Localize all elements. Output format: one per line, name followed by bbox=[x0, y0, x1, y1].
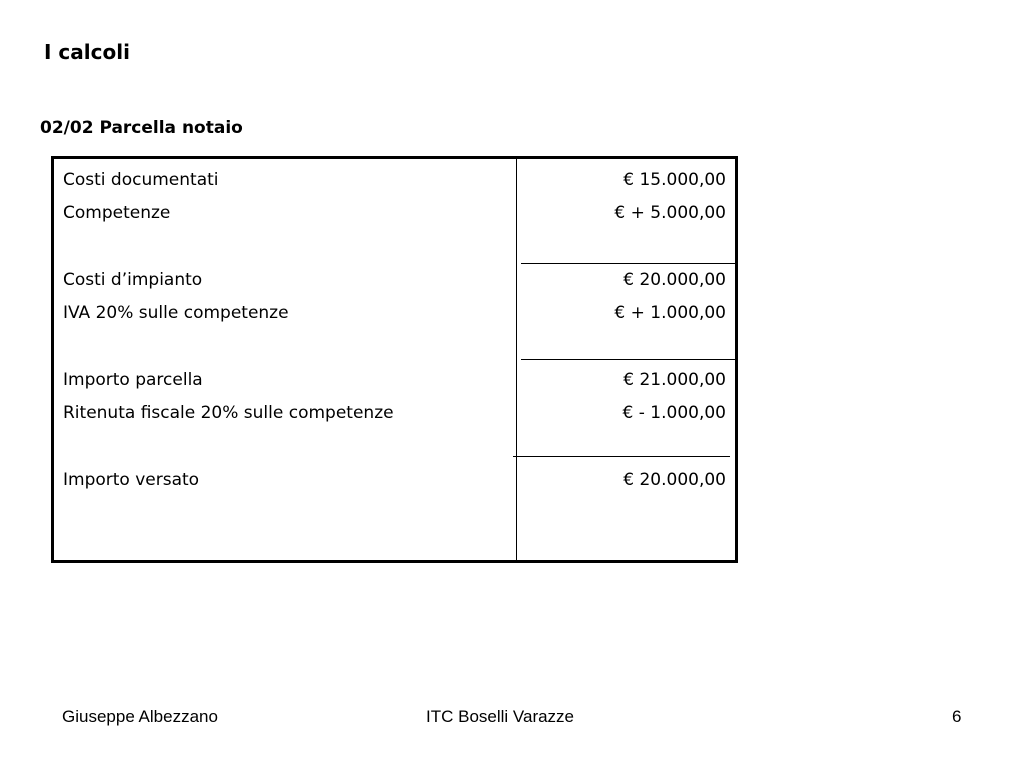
table-row bbox=[54, 200, 735, 226]
table-row bbox=[54, 467, 735, 493]
row-value: € + 5.000,00 bbox=[614, 203, 726, 223]
row-value: € - 1.000,00 bbox=[622, 403, 726, 423]
row-value: € 21.000,00 bbox=[623, 370, 726, 390]
row-label: Importo parcella bbox=[63, 370, 203, 390]
row-value: € 20.000,00 bbox=[623, 270, 726, 290]
subtotal-line bbox=[521, 263, 735, 264]
row-label: Costi documentati bbox=[63, 170, 219, 190]
footer-author: Giuseppe Albezzano bbox=[62, 707, 218, 726]
section-subtitle: 02/02 Parcella notaio bbox=[40, 118, 243, 138]
total-line bbox=[513, 456, 730, 457]
row-value: € 15.000,00 bbox=[623, 170, 726, 190]
table-row bbox=[54, 167, 735, 193]
footer-page-number: 6 bbox=[952, 707, 962, 726]
row-label: Importo versato bbox=[63, 470, 200, 490]
page-title: I calcoli bbox=[44, 40, 130, 64]
table-row bbox=[54, 367, 735, 393]
row-label: Costi d’impianto bbox=[63, 270, 203, 290]
subtotal-line bbox=[521, 359, 735, 360]
row-label: IVA 20% sulle competenze bbox=[63, 303, 289, 323]
table-row bbox=[54, 267, 735, 293]
table-row bbox=[54, 400, 735, 426]
table-row bbox=[54, 300, 735, 326]
calculation-table bbox=[51, 156, 738, 563]
row-label: Ritenuta fiscale 20% sulle competenze bbox=[63, 403, 394, 423]
footer-school: ITC Boselli Varazze bbox=[426, 707, 575, 726]
row-value: € + 1.000,00 bbox=[614, 303, 726, 323]
row-value: € 20.000,00 bbox=[623, 470, 726, 490]
row-label: Competenze bbox=[63, 203, 171, 223]
